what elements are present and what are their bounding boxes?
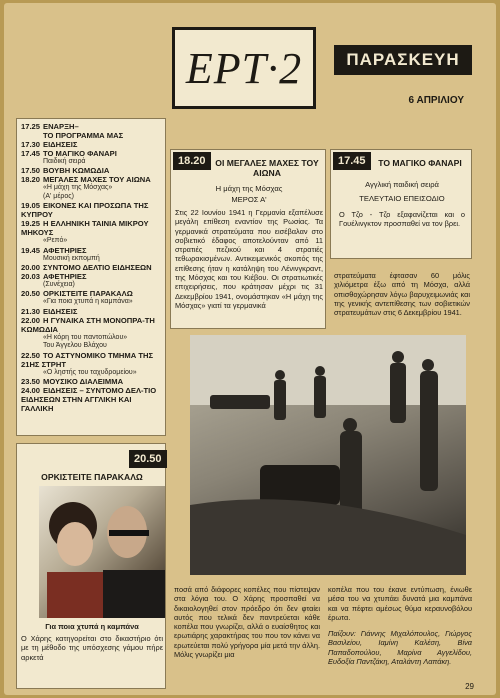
- battles-subtitle: Η μάχη της Μόσχας: [215, 184, 283, 193]
- battles-time-badge: 18.20: [173, 152, 211, 170]
- schedule-title: ΜΕΓΑΛΕΣ ΜΑΧΕΣ ΤΟΥ ΑΙΩΝΑ: [43, 175, 151, 185]
- oath-body-left: Ο Χάρης κατηγορείται στο δικαστήριο ότι με τη μέθοδο της υπόσχεσης γάμου πήρε αρκετά: [21, 634, 163, 662]
- oath-cast: Παίζουν: Γιάννης Μιχαλόπουλος, Γιώργος Βασιλείου, Ιαμίνη Καλέση, Βίνα Παπαδοπούλου, Μαρίνα Αγγελίδου, Ευδοξία Παντζάκη, Αταλάντη Λαπάκη.: [328, 629, 472, 666]
- schedule-time: 17.25: [21, 122, 41, 131]
- schedule-row: [21, 272, 162, 281]
- battles-body: Στις 22 Ιουνίου 1941 η Γερμανία εξαπέλυσε μεγάλη επίθεση εναντίον της Ρωσίας. Τα γερμανικά στρατεύματα που εισέβαλαν στο σοβιετικό έδαφος αποτελούνταν από 11 στρατιές πεζικού και 4 στρατιές τεθωρακισμένων. Αντικειμενικός σκοπός της επίθεσης ήταν η κατάληψη του Λένινγκραντ, της Μόσχας και του Κιέβου. Οι στρατιωτικές επιχειρήσεις, που κράτησαν μέχρι τις 31 Δεκεμβρίου 1941, ονομάστηκαν «Η μάχη της Μόσχας» γιατί τα γερμανικά: [175, 208, 323, 310]
- lantern-time-badge: 17.45: [333, 152, 371, 170]
- schedule-title: ΕΝΑΡΞΗ–: [43, 122, 79, 131]
- schedule-subtitle: «Η μάχη της Μόσχας»: [43, 184, 113, 192]
- schedule-row: [21, 307, 162, 316]
- day-banner: [334, 45, 472, 75]
- schedule-time: 22.00: [21, 315, 41, 325]
- schedule-row: [21, 166, 162, 175]
- schedule-time: 17.50: [21, 166, 41, 176]
- schedule-title: ΕΙΔΗΣΕΙΣ – ΣΥΝΤΟΜΟ ΔΕΛ-ΤΙΟ ΕΙΔΗΣΕΩΝ ΣΤΗΝ ΑΓΓΛΙΚΗ ΚΑΙ ΓΑΛΛΙΚΗ: [21, 386, 157, 414]
- schedule-time: 20.50: [21, 289, 41, 299]
- schedule-time: 22.50: [21, 350, 41, 360]
- schedule-subtitle: Του Άγγελου Βλάχου: [43, 342, 107, 350]
- oath-photo-caption: Για ποια χτυπά η καμπάνα: [45, 622, 139, 631]
- schedule-row: [21, 386, 162, 413]
- schedule-time: 18.20: [21, 175, 41, 185]
- schedule-panel: [16, 118, 166, 436]
- schedule-time: 19.25: [21, 219, 41, 229]
- schedule-list: [21, 122, 162, 413]
- schedule-time: 19.05: [21, 201, 41, 211]
- schedule-title: ΕΙΔΗΣΕΙΣ: [43, 140, 78, 149]
- soldiers-illustration: [190, 335, 466, 575]
- schedule-row: [21, 219, 162, 237]
- schedule-row: [21, 377, 162, 386]
- schedule-subtitle: «Ο ληστής του ταχυδρομείου»: [43, 368, 137, 376]
- schedule-title: ΤΟ ΠΡΟΓΡΑΜΜΑ ΜΑΣ: [43, 131, 124, 140]
- battles-title: ΟΙ ΜΕΓΑΛΕΣ ΜΑΧΕΣ ΤΟΥ ΑΙΩΝΑ: [215, 158, 319, 178]
- battles-article: [170, 149, 326, 329]
- schedule-title: ΕΙΚΟΝΕΣ ΚΑΙ ΠΡΟΣΩΠΑ ΤΗΣ ΚΥΠΡΟΥ: [21, 201, 149, 220]
- lantern-title: ΤΟ ΜΑΓΙΚΟ ΦΑΝΑΡΙ: [378, 158, 462, 168]
- schedule-time: 23.50: [21, 377, 41, 387]
- lantern-genre: Αγγλική παιδική σειρά: [365, 180, 439, 189]
- magazine-page: [4, 3, 496, 695]
- schedule-title: Η ΕΛΛΗΝΙΚΗ ΤΑΙΝΙΑ ΜΙΚΡΟΥ ΜΗΚΟΥΣ: [21, 219, 149, 238]
- oath-photo: [39, 486, 165, 618]
- schedule-title: ΣΥΝΤΟΜΟ ΔΕΛΤΙΟ ΕΙΔΗΣΕΩΝ: [43, 263, 152, 273]
- schedule-title: ΤΟ ΜΑΓΙΚΟ ΦΑΝΑΡΙ: [43, 149, 117, 158]
- schedule-time: 24.00: [21, 386, 41, 396]
- oath-title: ΟΡΚΙΣΤΕΙΤΕ ΠΑΡΑΚΑΛΩ: [41, 472, 143, 482]
- schedule-title: ΤΟ ΑΣΤΥΝΟΜΙΚΟ ΤΜΗΜΑ ΤΗΣ 21ΗΣ ΣΤΡΗΤ: [21, 350, 154, 369]
- schedule-row: [21, 351, 162, 369]
- schedule-time: 19.45: [21, 245, 41, 255]
- schedule-title: ΜΟΥΣΙΚΟ ΔΙΑΛΕΙΜΜΑ: [43, 377, 124, 387]
- schedule-subtitle: «Ρεπό»: [43, 237, 68, 245]
- oath-article: [16, 443, 166, 689]
- schedule-row: [21, 246, 162, 255]
- oath-body-mid: ποσά από διάφορες κοπέλες που πίστεψαν στα λόγια του. Ο Χάρης προσπαθεί να δικαιολογηθεί στον πρόεδρο ότι δεν φταίει αυτός που τελικά δεν παντρεύεται κάθε κοπέλα που γνωρίζει, αλλά ο ευαίσθητος και ερωτιάρης χαρακτήρας του που τον κάνει να ερωτεύεται πολύ γρήγορα μία μετά την άλλη. Μόλις γνωρίζει μια: [174, 585, 320, 660]
- schedule-time: 21.30: [21, 306, 41, 316]
- schedule-title: ΒΟΥΒΗ ΚΩΜΩΔΙΑ: [43, 166, 110, 176]
- battles-continuation: στρατεύματα έφτασαν 60 μόλις χιλιόμετρα έξω από τη Μόσχα, αλλά οπισθοχώρησαν λόγω βαρυχειμωνιάς και της γενικής αντεπίθεσης των σοβιετικών στρατευμάτων στις 6 Δεκεμβρίου 1941.: [334, 271, 470, 318]
- schedule-row: [21, 131, 162, 140]
- schedule-title: Η ΓΥΝΑΙΚΑ ΣΤΗ ΜΟΝΟΠΡΑ-ΤΗ ΚΩΜΩΔΙΑ: [21, 315, 155, 334]
- schedule-row: [21, 149, 162, 158]
- schedule-subtitle: «Η κόρη του παντοπώλου»: [43, 333, 128, 341]
- date-label: 6 ΑΠΡΙΛΙΟΥ: [408, 95, 464, 106]
- schedule-title: ΕΙΔΗΣΕΙΣ: [43, 306, 78, 316]
- actors-illustration: [39, 486, 165, 618]
- schedule-time: 20.00: [21, 263, 41, 273]
- oath-time-badge: 20.50: [129, 450, 167, 468]
- battles-part: ΜΕΡΟΣ Α': [231, 195, 267, 204]
- schedule-row: [21, 122, 162, 131]
- schedule-time: 20.03: [21, 272, 41, 282]
- ert2-logo: [172, 27, 316, 109]
- lantern-article: [330, 149, 472, 259]
- schedule-subtitle: «Για ποια χτυπά η καμπάνα»: [43, 298, 133, 306]
- lantern-body: Ο Τζο - Τζο εξαφανίζεται και ο Γουέλινγκτον προσπαθεί να τον βρει.: [339, 210, 465, 229]
- lantern-episode: ΤΕΛΕΥΤΑΙΟ ΕΠΕΙΣΟΔΙΟ: [359, 194, 445, 203]
- day-label: ΠΑΡΑΣΚΕΥΗ: [346, 50, 460, 69]
- schedule-time: 17.45: [21, 149, 41, 158]
- schedule-subtitle: Παιδική σειρά: [43, 158, 86, 165]
- schedule-title: ΟΡΚΙΣΤΕΙΤΕ ΠΑΡΑΚΑΛΩ: [43, 289, 133, 299]
- schedule-row: [21, 263, 162, 272]
- oath-body-right: κοπέλα που του έκανε εντύπωση, ένιωθε μέσα του να χτυπάει δυνατά μια καμπάνα και να πέφτει αμέσως θύμα κεραυνοβόλου έρωτα.: [328, 585, 472, 622]
- schedule-title: ΑΦΕΤΗΡΙΕΣ: [43, 272, 87, 282]
- schedule-subtitle: (Συνέχεια): [43, 281, 75, 289]
- schedule-time: 17.30: [21, 140, 41, 149]
- logo-text: ΕΡΤ·2: [185, 43, 303, 93]
- moscow-battle-photo: [190, 335, 466, 575]
- schedule-subtitle: Μουσική εκπομπή: [43, 254, 100, 262]
- schedule-row: [21, 316, 162, 334]
- schedule-title: ΑΦΕΤΗΡΙΕΣ: [43, 245, 87, 255]
- schedule-row: [21, 140, 162, 149]
- schedule-subtitle: (Α' μέρος): [43, 192, 75, 200]
- schedule-row: [21, 201, 162, 219]
- page-number: 29: [465, 682, 474, 691]
